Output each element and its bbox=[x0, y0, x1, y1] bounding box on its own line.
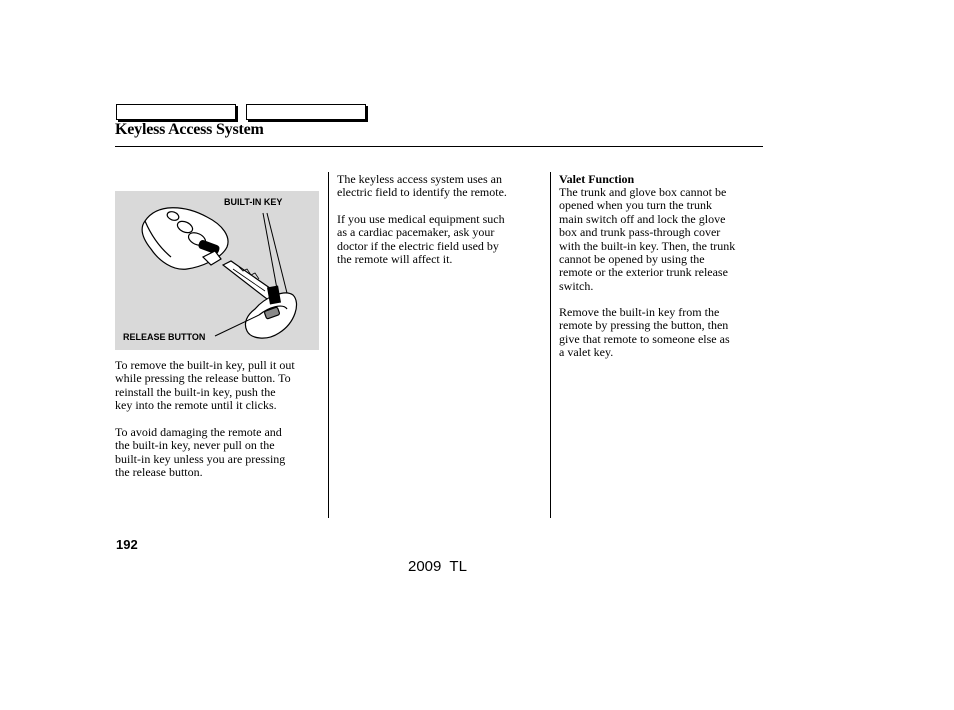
col2-paragraph-2: If you use medical equipment such as a cardiac pacemaker, ask your doctor if the electric field used by the remote will affect it. bbox=[337, 212, 505, 267]
page-title: Keyless Access System bbox=[115, 121, 264, 138]
remote-key-illustration bbox=[115, 191, 319, 350]
col3-paragraph-2: Remove the built-in key from the remote by pressing the button, then give that remote to someone else as a valet key. bbox=[559, 305, 730, 360]
column-divider-2 bbox=[550, 172, 551, 518]
label-built-in-key: BUILT-IN KEY bbox=[224, 197, 283, 207]
header-tab-1 bbox=[116, 104, 236, 120]
column-divider-1 bbox=[328, 172, 329, 518]
footer-model: 2009 TL bbox=[408, 558, 467, 575]
col3-paragraph-1: The trunk and glove box cannot be opened when you turn the trunk main switch off and lock the glove box and trunk pass-through cover with the built-in key. Then, the trunk cannot be opened by using the remote or the exterior trunk release switch. bbox=[559, 185, 736, 293]
title-rule bbox=[115, 146, 763, 147]
col1-paragraph-2: To avoid damaging the remote and the built-in key, never pull on the built-in key unless you are pressing the release button. bbox=[115, 425, 286, 480]
header-tab-2 bbox=[246, 104, 366, 120]
label-release-button: RELEASE BUTTON bbox=[123, 332, 206, 342]
key-figure bbox=[115, 191, 319, 350]
page-number: 192 bbox=[116, 537, 138, 552]
col2-paragraph-1: The keyless access system uses an electric field to identify the remote. bbox=[337, 172, 507, 200]
valet-function-heading: Valet Function bbox=[559, 172, 635, 186]
col1-paragraph-1: To remove the built-in key, pull it out while pressing the release button. To reinstall the built-in key, push the key into the remote until it clicks. bbox=[115, 358, 295, 413]
